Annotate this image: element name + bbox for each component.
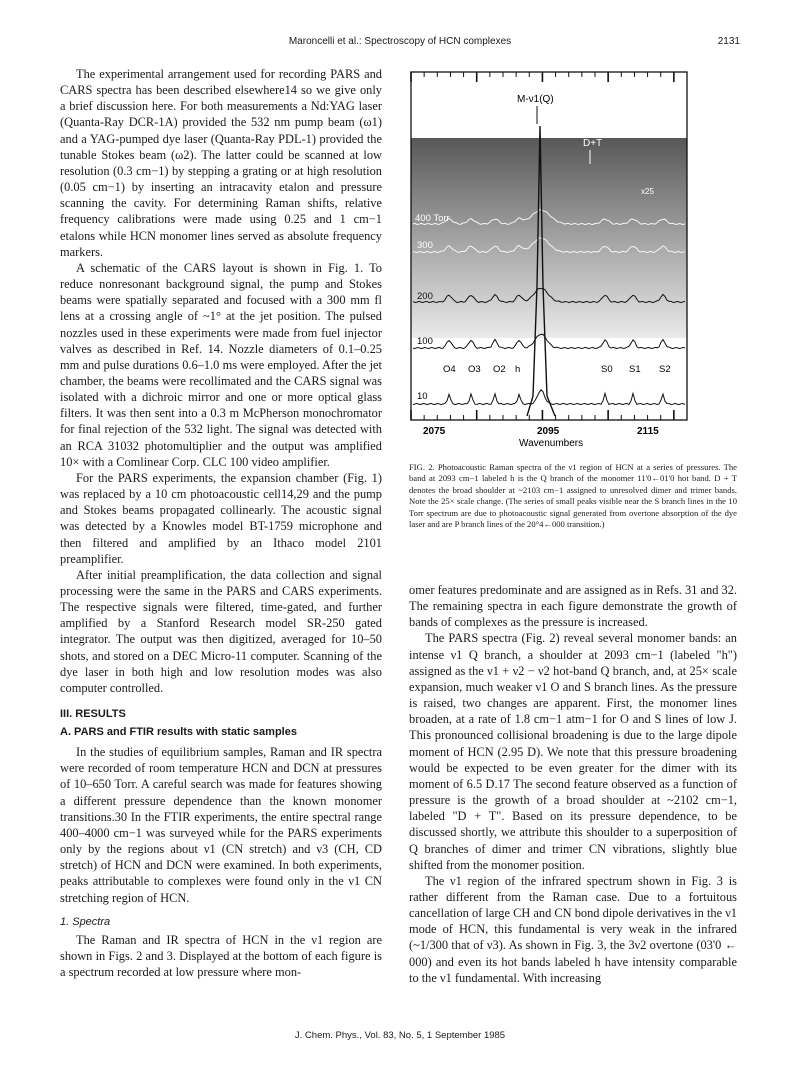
x-tick-2075: 2075 <box>423 426 446 437</box>
paragraph-setup: The experimental arrangement used for recording PARS and CARS spectra has been described elsewhere14 so we give only a brief discussion here. For both measurements a Nd:YAG laser (Quanta-Ray DCR-1A) provided the 532 nm pump beam (ω1) and a YAG-pumped dye laser (Quanta-Ray PDL-1) provided the tunable Stokes beam (ω2). The latter could be scanned at low resolution (0.3 cm−1) by stepping a grating or at high resolution (0.05 cm−1) by inserting an intracavity etalon and pressure scanning the cavity. For determining Raman shifts, relative frequency calibrations were made using 0.25 and 1 cm−1 etalons while HCN monomer lines served as absolute frequency markers. <box>60 67 382 259</box>
subsubsection-heading-spectra: 1. Spectra <box>60 915 111 928</box>
figure-2 <box>409 66 737 460</box>
paragraph-equilibrium: In the studies of equilibrium samples, Raman and IR spectra were recorded of room temperature HCN and DCN at pressures of 10–650 Torr. A careful search was made for features showing a different pressure dependence than the known monomer transitions.30 In the FTIR experiments, the entire spectral range 400–4000 cm−1 was surveyed while for the PARS experiments only by the regions about ν1 (CN stretch) and ν3 (CH, CD stretch) of HCN and DCN were examined. In both experiments, peaks attributable to complexes were found only in the ν1 CN stretching region of HCN. <box>60 745 382 905</box>
label-o2: O2 <box>493 364 506 375</box>
right-column <box>409 582 737 986</box>
figure-caption: FIG. 2. Photoacoustic Raman spectra of the ν1 region of HCN at a series of pressures. The band at 2093 cm−1 labeled h is the Q branch of the monomer 11'0←01'0 hot band. D + T denotes the broad shoulder at ~2103 cm−1 assigned to unresolved dimer and trimer bands. Note the 25× scale change. (The series of small peaks visible near the S branch lines in the 10 Torr spectrum are due to photoacoustic signal generated from overtone absorption of the dye laser and are P branch lines of the 20°4←000 transition.) <box>409 462 737 530</box>
label-o3: O3 <box>468 364 481 375</box>
paragraph-cars: A schematic of the CARS layout is shown in Fig. 1. To reduce nonresonant background signal, the pump and Stokes beams were spatially separated and focused with a 300 mm fl lens at a crossing angle of ~1° at the jet position. The pulsed nozzles used in these experiments were made from fuel injector valves as described in Ref. 14. Nozzle diameters of 0.1–0.25 mm and pulse durations 0.6–1.0 ms were employed. After the jet chamber, the beams were recollimated and the CARS signal was isolated with a dichroic mirror and one or more optical glass filters. It was then sent into a 0.3 m McPherson monochromator for final rejection of the 532 light. The signal was detected with an RCA 31032 photomultiplier and the output was amplified 10× with a Comlinear Corp. CLC 100 video amplifier. <box>60 260 382 469</box>
section-heading-results: III. RESULTS <box>60 708 126 721</box>
subsection-heading-pars: A. PARS and FTIR results with static samples <box>60 726 297 739</box>
label-o4: O4 <box>443 364 456 375</box>
paragraph-pars: For the PARS experiments, the expansion chamber (Fig. 1) was replaced by a 10 cm photoacoustic cell14,29 and the pump and Stokes beams propagated collinearly. The acoustic signal was detected by a Knowles model BT-1759 microphone and then filtered and amplified by an Ithaco model 2101 preamplifier. <box>60 470 382 566</box>
paragraph-pars-spectra: The PARS spectra (Fig. 2) reveal several monomer bands: an intense ν1 Q branch, a shoulder at 2093 cm−1 (labeled "h") assigned as the ν1 + ν2 − ν2 hot-band Q branch, and, at 25× scale expansion, much weaker ν1 O and S branch lines. As the pressure is raised, two changes are apparent. First, the monomer lines broaden, at a rate of 1.8 cm−1 atm−1 for O and S lines of low J. This pronounced collisional broadening is due to the large dipole moment of HCN (2.95 D). We note that this pressure broadening would be expected to be even greater for the dimer with its moment of 6.5 D.17 The second feature observed as a function of pressure is the growth of a broad shoulder at ~2102 cm−1, labeled "D + T". Based on its pressure dependence, to be discussed shortly, we attribute this shoulder to a superposition of Q branches of dimer and trimer CN vibrations, slightly blue shifted from the monomer position. <box>409 631 737 872</box>
left-column <box>60 66 382 980</box>
label-x25: x25 <box>641 187 654 196</box>
pressure-label-400: 400 Torr <box>415 213 450 224</box>
x-axis-title: Wavenumbers <box>519 438 584 449</box>
label-m-nu1-q: M-ν1(Q) <box>517 94 554 105</box>
pressure-label-300: 300 <box>417 240 433 251</box>
pars-spectra-plot <box>409 66 737 460</box>
paragraph-processing: After initial preamplification, the data collection and signal processing were the same in the PARS and CARS experiments. The respective signals were filtered, time-gated, and further amplified by a Stanford Research model SR-250 gated integrator. The output was then digitized, averaged for 10–50 shots, and stored on a DEC Micro-11 computer. Scanning of the dye laser in both high and low resolution modes was also computer controlled. <box>60 567 382 695</box>
x-tick-2095: 2095 <box>537 426 560 437</box>
x-tick-2115: 2115 <box>637 426 659 437</box>
pressure-label-10: 10 <box>417 391 428 402</box>
paragraph-ir-spectrum: The ν1 region of the infrared spectrum shown in Fig. 3 is rather different from the Raman case. Due to a fortuitous cancellation of large CH and CN bond dipole derivatives in the ν1 mode of HCN, this fundamental is very weak in the infrared (~1/300 that of ν3). As shown in Fig. 3, the 3ν2 overtone (03'0 ← 000) and even its hot bands labeled h have intensity comparable to the ν1 fundamental. With increasing <box>409 873 737 985</box>
running-head: Maroncelli et al.: Spectroscopy of HCN complexes <box>288 36 512 47</box>
journal-footer: J. Chem. Phys., Vol. 83, No. 5, 1 September 1985 <box>294 1030 506 1041</box>
page-number: 2131 <box>717 36 740 47</box>
label-d-plus-t: D+T <box>583 138 603 149</box>
pressure-label-200: 200 <box>417 291 433 302</box>
running-header <box>60 36 740 50</box>
label-s2: S2 <box>659 364 671 375</box>
paragraph-continued: omer features predominate and are assigned as in Refs. 31 and 32. The remaining spectra in each figure demonstrate the growth of bands of complexes as the pressure is increased. <box>409 583 737 630</box>
pressure-label-100: 100 <box>417 336 433 347</box>
label-s0: S0 <box>601 364 613 375</box>
paragraph-spectra: The Raman and IR spectra of HCN in the ν1 region are shown in Figs. 2 and 3. Displayed at the bottom of each figure is a spectrum recorded at low pressure where mon- <box>60 932 382 979</box>
label-h: h <box>515 364 521 375</box>
shaded-region <box>411 138 687 338</box>
label-s1: S1 <box>629 364 641 375</box>
